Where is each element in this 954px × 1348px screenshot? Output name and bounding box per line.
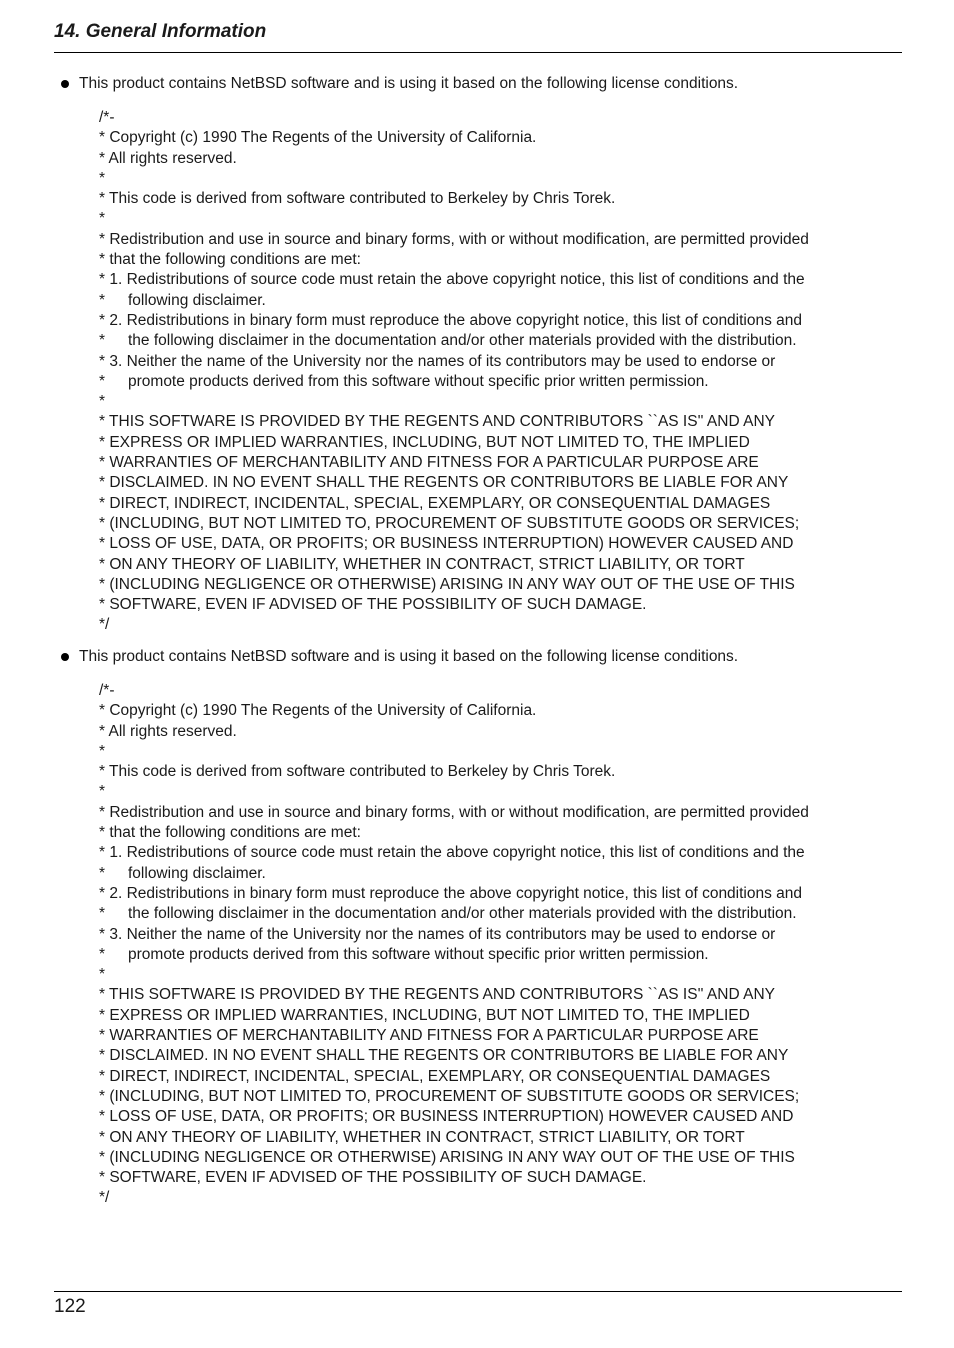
footer-divider bbox=[54, 1291, 902, 1292]
line-prefix: * bbox=[99, 864, 106, 882]
license-line: * This code is derived from software contributed to Berkeley by Chris Torek. bbox=[99, 190, 616, 208]
line-prefix: * bbox=[99, 905, 106, 923]
line-prefix: * bbox=[99, 945, 106, 963]
license-line: * WARRANTIES OF MERCHANTABILITY AND FITNESS FOR A PARTICULAR PURPOSE ARE bbox=[99, 1027, 759, 1045]
bullet-item bbox=[0, 74, 954, 94]
license-line: * 1. Redistributions of source code must retain the above copyright notice, this list of conditions and the bbox=[99, 271, 805, 289]
license-line: * DIRECT, INDIRECT, INCIDENTAL, SPECIAL, EXEMPLARY, OR CONSEQUENTIAL DAMAGES bbox=[99, 494, 771, 512]
license-line: * ON ANY THEORY OF LIABILITY, WHETHER IN CONTRACT, STRICT LIABILITY, OR TORT bbox=[99, 1128, 745, 1146]
bullet-item bbox=[0, 647, 954, 667]
license-line: /*- bbox=[99, 682, 115, 699]
line-prefix: * bbox=[99, 291, 106, 309]
page-number: 122 bbox=[54, 1296, 86, 1317]
license-line: * bbox=[99, 169, 106, 187]
license-line bbox=[99, 945, 899, 965]
license-line: * Copyright (c) 1990 The Regents of the University of California. bbox=[99, 129, 537, 147]
license-line bbox=[99, 864, 899, 884]
license-line: /*- bbox=[99, 109, 115, 126]
license-line: */ bbox=[99, 616, 110, 634]
license-line: * Redistribution and use in source and binary forms, with or without modification, are permitted provided bbox=[99, 803, 809, 821]
page-title: 14. General Information bbox=[54, 21, 267, 42]
bullet-icon bbox=[61, 653, 69, 661]
bullet-text: This product contains NetBSD software and is using it based on the following license conditions. bbox=[79, 75, 739, 92]
license-line: * DISCLAIMED. IN NO EVENT SHALL THE REGENTS OR CONTRIBUTORS BE LIABLE FOR ANY bbox=[99, 474, 789, 492]
license-line: * bbox=[99, 783, 106, 801]
license-line: * bbox=[99, 393, 106, 411]
line-continuation: following disclaimer. bbox=[128, 864, 266, 882]
license-line: * (INCLUDING, BUT NOT LIMITED TO, PROCUREMENT OF SUBSTITUTE GOODS OR SERVICES; bbox=[99, 1087, 800, 1105]
license-line: * that the following conditions are met: bbox=[99, 251, 361, 269]
license-line: */ bbox=[99, 1189, 110, 1207]
license-line: * SOFTWARE, EVEN IF ADVISED OF THE POSSIBILITY OF SUCH DAMAGE. bbox=[99, 596, 647, 614]
license-text-block bbox=[99, 108, 899, 636]
license-line: * LOSS OF USE, DATA, OR PROFITS; OR BUSINESS INTERRUPTION) HOWEVER CAUSED AND bbox=[99, 535, 794, 553]
license-line: * All rights reserved. bbox=[99, 722, 237, 740]
license-line bbox=[99, 904, 899, 924]
license-line: * DISCLAIMED. IN NO EVENT SHALL THE REGENTS OR CONTRIBUTORS BE LIABLE FOR ANY bbox=[99, 1047, 789, 1065]
license-line: * 3. Neither the name of the University nor the names of its contributors may be used to endorse or bbox=[99, 352, 776, 370]
line-prefix: * bbox=[99, 372, 106, 390]
license-line bbox=[99, 331, 899, 351]
license-line: * WARRANTIES OF MERCHANTABILITY AND FITNESS FOR A PARTICULAR PURPOSE ARE bbox=[99, 454, 759, 472]
license-line: * 2. Redistributions in binary form must reproduce the above copyright notice, this list of conditions and bbox=[99, 884, 803, 902]
license-line: * Redistribution and use in source and binary forms, with or without modification, are permitted provided bbox=[99, 230, 809, 248]
license-line: * THIS SOFTWARE IS PROVIDED BY THE REGENTS AND CONTRIBUTORS ``AS IS'' AND ANY bbox=[99, 986, 775, 1004]
header-divider bbox=[54, 52, 902, 53]
license-line: * DIRECT, INDIRECT, INCIDENTAL, SPECIAL, EXEMPLARY, OR CONSEQUENTIAL DAMAGES bbox=[99, 1067, 771, 1085]
license-line: * (INCLUDING, BUT NOT LIMITED TO, PROCUREMENT OF SUBSTITUTE GOODS OR SERVICES; bbox=[99, 514, 800, 532]
license-line: * bbox=[99, 742, 106, 760]
line-continuation: the following disclaimer in the documentation and/or other materials provided with the distribution. bbox=[128, 332, 797, 350]
license-line: * bbox=[99, 210, 106, 228]
license-line: * ON ANY THEORY OF LIABILITY, WHETHER IN CONTRACT, STRICT LIABILITY, OR TORT bbox=[99, 555, 745, 573]
line-prefix: * bbox=[99, 332, 106, 350]
license-line: * 2. Redistributions in binary form must reproduce the above copyright notice, this list of conditions and bbox=[99, 311, 803, 329]
bullet-text: This product contains NetBSD software and is using it based on the following license conditions. bbox=[79, 648, 739, 665]
license-line: * EXPRESS OR IMPLIED WARRANTIES, INCLUDING, BUT NOT LIMITED TO, THE IMPLIED bbox=[99, 433, 750, 451]
license-line: * THIS SOFTWARE IS PROVIDED BY THE REGENTS AND CONTRIBUTORS ``AS IS'' AND ANY bbox=[99, 413, 775, 431]
license-line: * bbox=[99, 966, 106, 984]
license-line: * All rights reserved. bbox=[99, 149, 237, 167]
line-continuation: promote products derived from this software without specific prior written permission. bbox=[128, 372, 709, 390]
line-continuation: the following disclaimer in the documentation and/or other materials provided with the distribution. bbox=[128, 905, 797, 923]
license-line: * This code is derived from software contributed to Berkeley by Chris Torek. bbox=[99, 763, 616, 781]
license-line: * SOFTWARE, EVEN IF ADVISED OF THE POSSIBILITY OF SUCH DAMAGE. bbox=[99, 1169, 647, 1187]
license-line: * 1. Redistributions of source code must retain the above copyright notice, this list of conditions and the bbox=[99, 844, 805, 862]
license-line: * EXPRESS OR IMPLIED WARRANTIES, INCLUDING, BUT NOT LIMITED TO, THE IMPLIED bbox=[99, 1006, 750, 1024]
license-line: * (INCLUDING NEGLIGENCE OR OTHERWISE) ARISING IN ANY WAY OUT OF THE USE OF THIS bbox=[99, 1148, 795, 1166]
license-text-block bbox=[99, 681, 899, 1209]
license-line: * that the following conditions are met: bbox=[99, 824, 361, 842]
license-line: * Copyright (c) 1990 The Regents of the University of California. bbox=[99, 702, 537, 720]
bullet-icon bbox=[61, 80, 69, 88]
line-continuation: following disclaimer. bbox=[128, 291, 266, 309]
license-line: * 3. Neither the name of the University nor the names of its contributors may be used to endorse or bbox=[99, 925, 776, 943]
license-line: * (INCLUDING NEGLIGENCE OR OTHERWISE) ARISING IN ANY WAY OUT OF THE USE OF THIS bbox=[99, 575, 795, 593]
license-line bbox=[99, 291, 899, 311]
license-line bbox=[99, 372, 899, 392]
line-continuation: promote products derived from this software without specific prior written permission. bbox=[128, 945, 709, 963]
license-line: * LOSS OF USE, DATA, OR PROFITS; OR BUSINESS INTERRUPTION) HOWEVER CAUSED AND bbox=[99, 1108, 794, 1126]
